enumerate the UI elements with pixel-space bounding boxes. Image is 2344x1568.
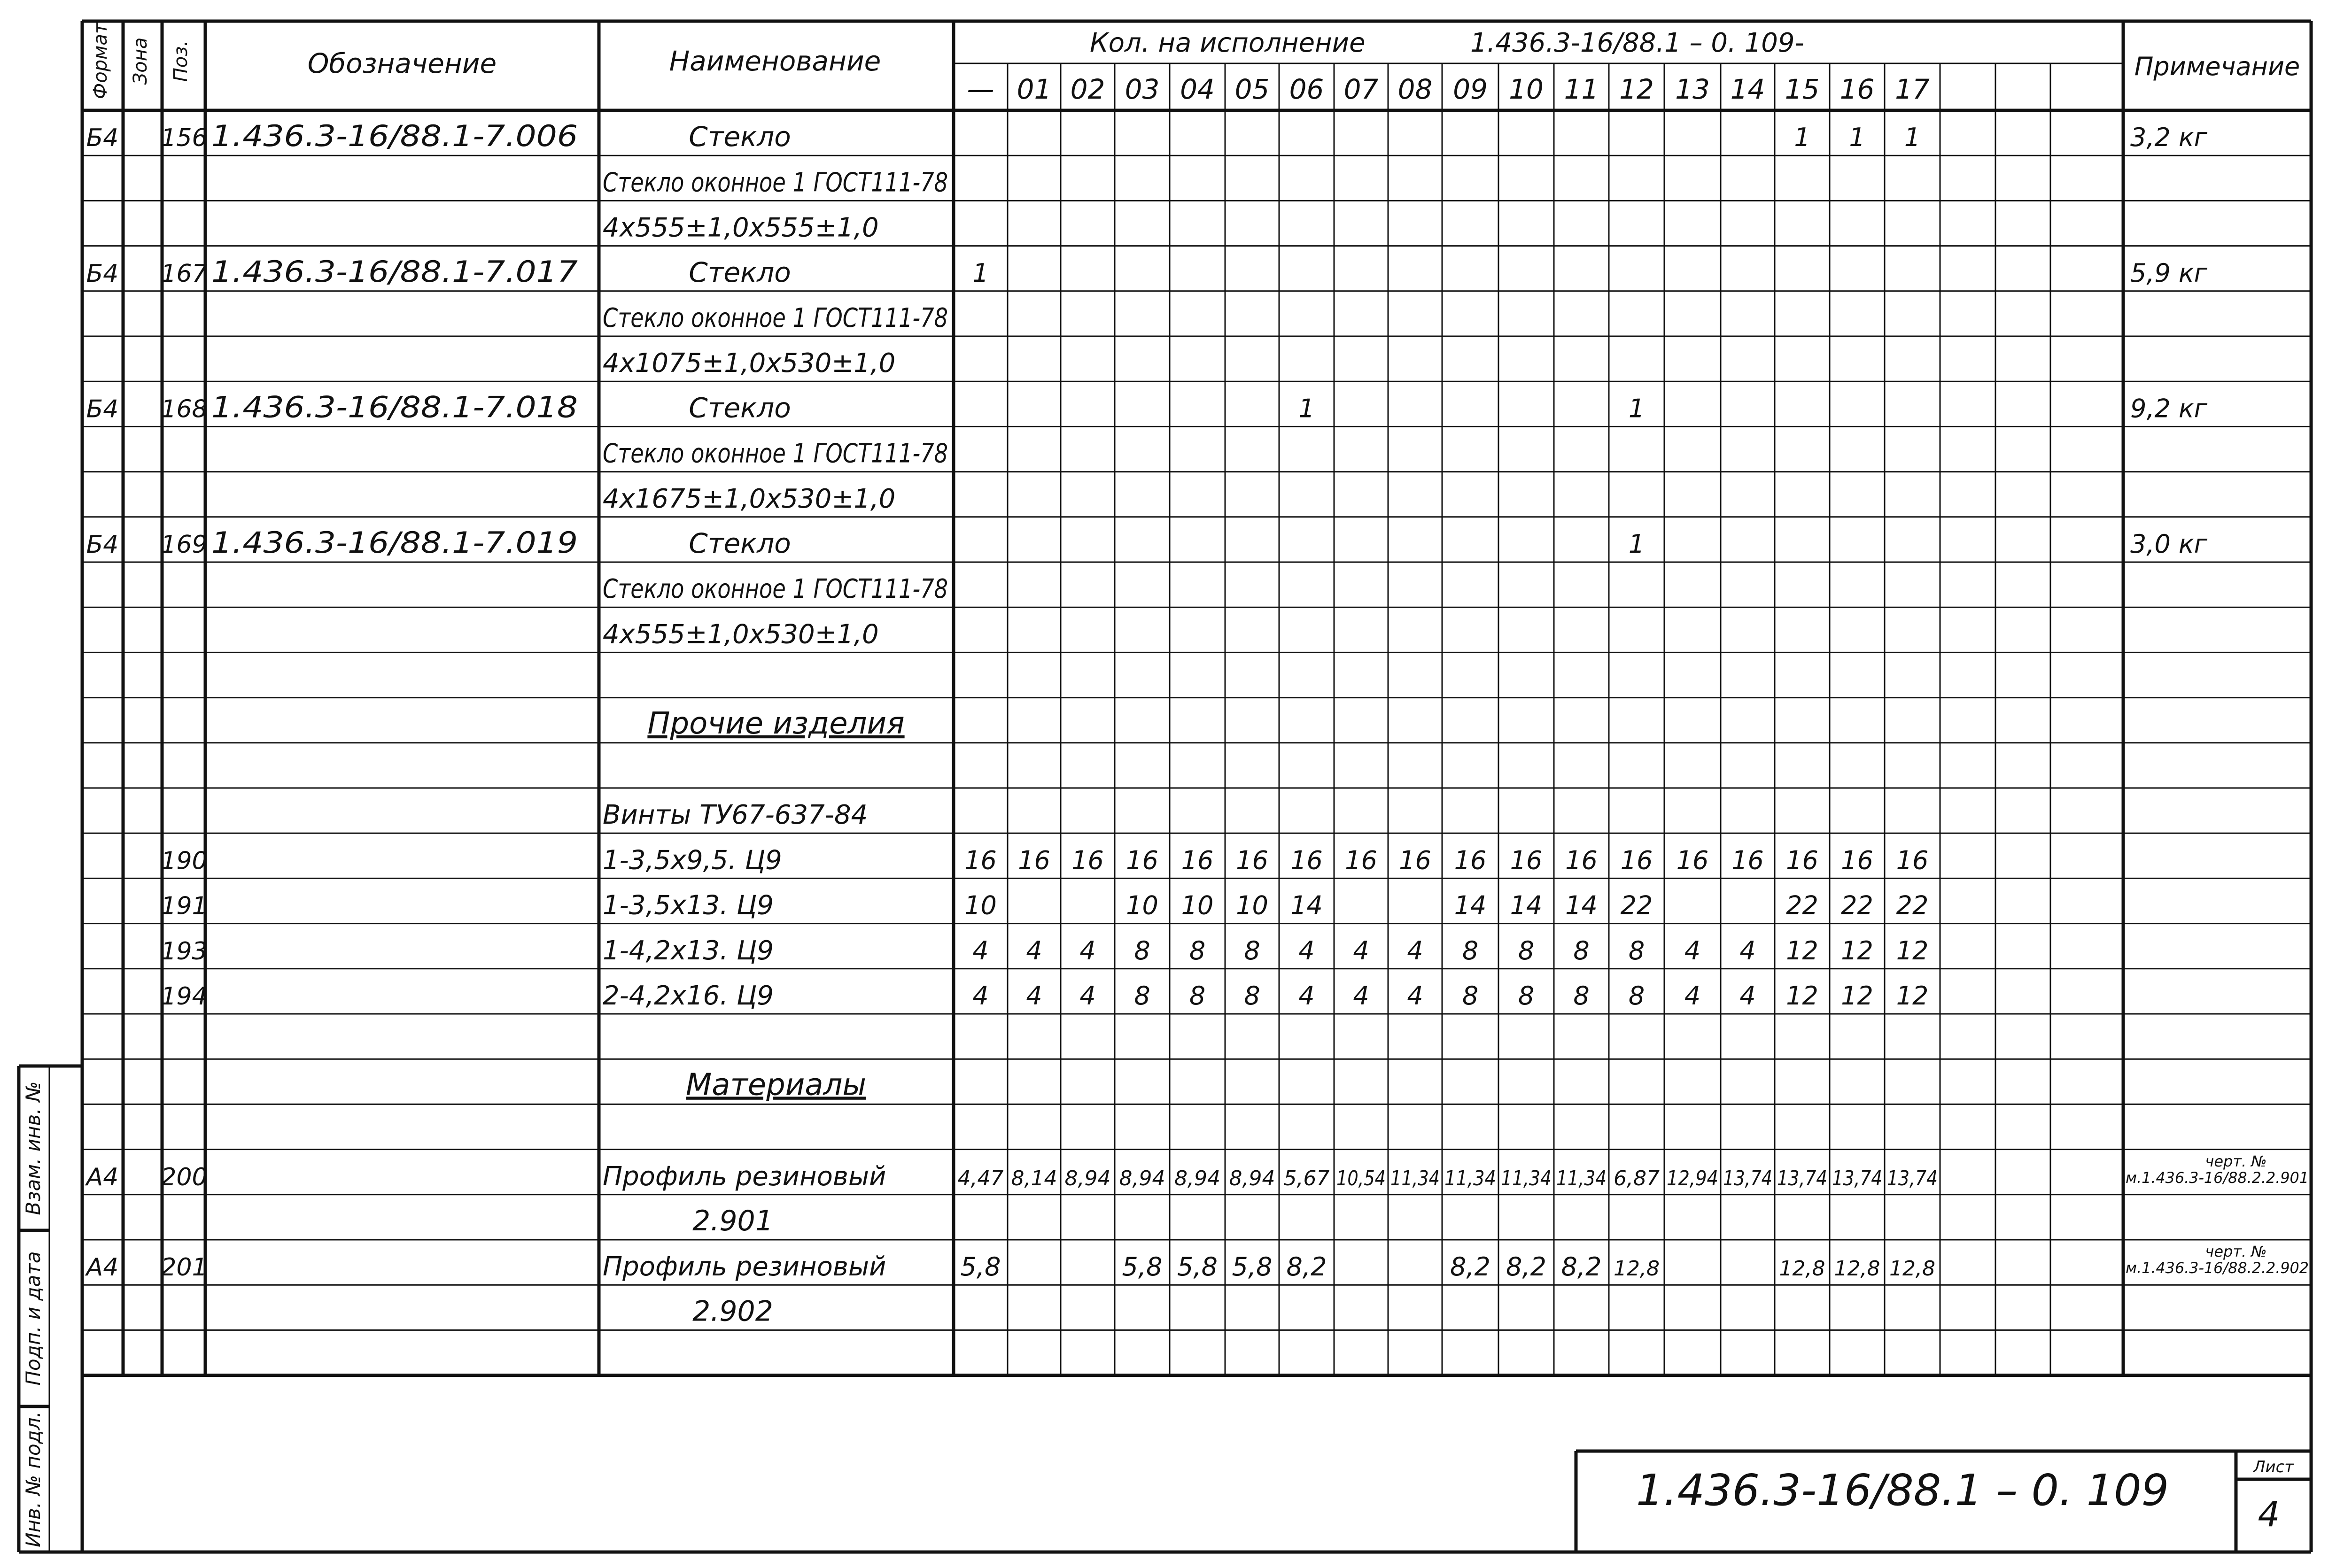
header-execution-3: 03	[1125, 73, 1160, 105]
header-execution-9: 09	[1453, 73, 1488, 105]
qty-value: 8	[1244, 935, 1260, 966]
qty-value: 12	[1841, 935, 1873, 966]
qty-value: 8,14	[1011, 1166, 1057, 1190]
row-position: 194	[161, 982, 208, 1011]
qty-value: 1	[1794, 123, 1810, 153]
qty-value: 8,2	[1450, 1252, 1490, 1282]
qty-value: 11,34	[1444, 1166, 1496, 1190]
header-execution-1: 01	[1017, 73, 1052, 105]
title-block-sheet-number: 4	[2258, 1494, 2280, 1535]
qty-value: 13,74	[1832, 1166, 1882, 1190]
row-position: 190	[161, 847, 208, 875]
qty-value: 4	[1026, 981, 1042, 1011]
qty-value: 12,8	[1889, 1257, 1935, 1281]
qty-value: 12	[1896, 935, 1929, 966]
row-position: 168	[161, 395, 208, 424]
qty-value: 10	[1181, 890, 1214, 920]
row-name: 4х555±1,0х530±1,0	[603, 619, 879, 650]
qty-value: 8	[1189, 935, 1206, 966]
header-execution-13: 13	[1675, 73, 1710, 105]
qty-value: 12	[1896, 981, 1929, 1011]
qty-value: 8	[1573, 981, 1590, 1011]
qty-value: 16	[964, 845, 997, 875]
header-execution-2: 02	[1070, 73, 1105, 105]
row-name: 4х555±1,0х555±1,0	[603, 212, 879, 243]
qty-value: 1	[972, 258, 989, 288]
qty-value: 8	[1189, 981, 1206, 1011]
row-note: 3,2 кг	[2130, 123, 2208, 153]
row-name: 2-4,2х16. Ц9	[603, 981, 774, 1011]
row-format: А4	[86, 1253, 119, 1282]
side-stamp-1: Подп. и дата	[22, 1251, 45, 1386]
qty-value: 16	[1236, 845, 1268, 875]
qty-value: 22	[1620, 890, 1653, 920]
row-name: 2.901	[692, 1205, 773, 1237]
qty-value: 8	[1518, 981, 1535, 1011]
header-execution-12: 12	[1619, 73, 1654, 105]
qty-value: 8	[1518, 935, 1535, 966]
qty-value: 13,74	[1723, 1166, 1772, 1190]
qty-value: 12,8	[1614, 1257, 1660, 1281]
qty-value: 12	[1841, 981, 1873, 1011]
row-name: 4х1075±1,0х530±1,0	[603, 348, 896, 379]
qty-value: 8	[1462, 981, 1479, 1011]
section-heading: Прочие изделия	[647, 706, 905, 741]
qty-value: 8,94	[1119, 1166, 1165, 1190]
qty-value: 8	[1628, 981, 1645, 1011]
row-name: Стекло оконное 1 ГОСТ111-78	[603, 574, 948, 605]
qty-value: 16	[1018, 845, 1050, 875]
qty-value: 16	[1841, 845, 1873, 875]
qty-value: 13,74	[1777, 1166, 1827, 1190]
qty-value: 4	[1298, 935, 1315, 966]
row-name: Винты ТУ67-637-84	[603, 800, 868, 831]
row-format: Б4	[86, 124, 119, 153]
qty-value: 16	[1676, 845, 1709, 875]
qty-value: 12	[1786, 935, 1818, 966]
qty-value: 1	[1628, 394, 1645, 424]
qty-value: 16	[1071, 845, 1104, 875]
qty-value: 8	[1573, 935, 1590, 966]
row-name: 2.902	[692, 1295, 773, 1328]
qty-value: 1	[1298, 394, 1315, 424]
qty-value: 8	[1134, 935, 1150, 966]
row-note: черт. №	[2205, 1152, 2267, 1170]
qty-value: 4	[972, 935, 989, 966]
qty-value: 10	[1236, 890, 1268, 920]
header-execution-5: 05	[1234, 73, 1270, 105]
side-stamp-0: Инв. № подл.	[22, 1411, 45, 1547]
row-name: Стекло оконное 1 ГОСТ111-78	[603, 167, 948, 198]
qty-value: 4,47	[957, 1166, 1004, 1190]
qty-value: 16	[1399, 845, 1431, 875]
qty-value: 10	[964, 890, 997, 920]
qty-value: 22	[1841, 890, 1873, 920]
qty-value: 11,34	[1390, 1166, 1440, 1190]
header-execution-4: 04	[1180, 73, 1215, 105]
header-format-label: Формат	[90, 23, 111, 100]
header-zone-label: Зона	[130, 37, 151, 85]
qty-value: 4	[1684, 981, 1701, 1011]
qty-value: 8,2	[1561, 1252, 1602, 1282]
row-name: 1-3,5х13. Ц9	[603, 890, 774, 921]
row-format: А4	[86, 1163, 119, 1191]
qty-value: 4	[1298, 981, 1315, 1011]
qty-value: 8	[1134, 981, 1150, 1011]
qty-value: 8	[1244, 981, 1260, 1011]
header-qty-title: Кол. на исполнение	[1090, 28, 1366, 58]
row-name: Профиль резиновый	[603, 1161, 886, 1192]
row-designation: 1.436.3-16/88.1-7.017	[211, 254, 578, 289]
qty-value: 12	[1786, 981, 1818, 1011]
qty-value: 11,34	[1501, 1166, 1552, 1190]
row-designation: 1.436.3-16/88.1-7.019	[211, 525, 578, 560]
qty-value: 8	[1462, 935, 1479, 966]
qty-value: 16	[1786, 845, 1818, 875]
row-designation: 1.436.3-16/88.1-7.006	[211, 119, 578, 154]
header-designation: Обозначение	[307, 47, 497, 79]
row-note: 3,0 кг	[2130, 529, 2208, 559]
qty-value: 4	[972, 981, 989, 1011]
qty-value: 10,54	[1336, 1166, 1386, 1190]
header-execution-15: 15	[1785, 73, 1820, 105]
qty-value: 14	[1290, 890, 1323, 920]
qty-value: 14	[1510, 890, 1543, 920]
row-note-ref: м.1.436.3-16/88.2.2.902	[2126, 1259, 2309, 1277]
header-name: Наименование	[669, 45, 881, 77]
qty-value: 8,94	[1174, 1166, 1220, 1190]
row-format: Б4	[86, 531, 119, 559]
qty-value: 16	[1181, 845, 1214, 875]
qty-value: 14	[1565, 890, 1598, 920]
qty-value: 14	[1454, 890, 1487, 920]
qty-value: 8,2	[1506, 1252, 1546, 1282]
header-execution-11: 11	[1564, 73, 1599, 105]
row-name: 1-4,2х13. Ц9	[603, 935, 774, 966]
row-name: Стекло оконное 1 ГОСТ111-78	[603, 438, 948, 469]
qty-value: 16	[1565, 845, 1598, 875]
row-note: 9,2 кг	[2130, 394, 2208, 424]
qty-value: 4	[1407, 935, 1423, 966]
qty-value: 4	[1079, 935, 1096, 966]
row-position: 200	[161, 1163, 208, 1191]
row-name: 1-3,5х9,5. Ц9	[603, 845, 782, 876]
row-note: 5,9 кг	[2130, 258, 2208, 288]
header-execution-14: 14	[1730, 73, 1765, 105]
qty-value: 5,8	[1232, 1252, 1273, 1282]
side-stamp-2: Взам. инв. №	[22, 1081, 45, 1215]
qty-value: 16	[1896, 845, 1929, 875]
qty-value: 16	[1454, 845, 1487, 875]
row-name: 4х1675±1,0х530±1,0	[603, 483, 896, 514]
qty-value: 13,74	[1887, 1166, 1938, 1190]
qty-value: 16	[1126, 845, 1158, 875]
qty-value: 4	[1026, 935, 1042, 966]
qty-value: 5,8	[1122, 1252, 1163, 1282]
qty-value: 11,34	[1556, 1166, 1607, 1190]
row-position: 156	[161, 124, 208, 153]
qty-value: 4	[1684, 935, 1701, 966]
row-note: черт. №	[2205, 1243, 2267, 1261]
row-position: 169	[161, 531, 208, 559]
row-name: Стекло	[689, 392, 791, 424]
row-format: Б4	[86, 395, 119, 424]
header-execution-7: 07	[1343, 73, 1379, 105]
qty-value: 1	[1628, 529, 1645, 559]
header-execution-0: —	[967, 73, 994, 105]
row-name: Стекло	[689, 256, 791, 288]
header-execution-17: 17	[1895, 73, 1930, 105]
row-format: Б4	[86, 259, 119, 288]
header-execution-8: 08	[1397, 73, 1433, 105]
header-qty-code: 1.436.3-16/88.1 – 0. 109-	[1470, 28, 1804, 58]
qty-value: 4	[1353, 981, 1369, 1011]
qty-value: 10	[1126, 890, 1158, 920]
qty-value: 8,94	[1229, 1166, 1275, 1190]
qty-value: 16	[1345, 845, 1377, 875]
qty-value: 4	[1739, 935, 1756, 966]
title-block-code: 1.436.3-16/88.1 – 0. 109	[1636, 1465, 2169, 1515]
qty-value: 4	[1079, 981, 1096, 1011]
qty-value: 8,2	[1286, 1252, 1327, 1282]
qty-value: 16	[1620, 845, 1653, 875]
qty-value: 4	[1739, 981, 1756, 1011]
qty-value: 16	[1731, 845, 1764, 875]
row-designation: 1.436.3-16/88.1-7.018	[211, 390, 578, 425]
header-execution-6: 06	[1289, 73, 1324, 105]
row-position: 191	[161, 892, 208, 920]
qty-value: 12,8	[1834, 1257, 1880, 1281]
qty-value: 6,87	[1614, 1166, 1660, 1190]
qty-value: 1	[1849, 123, 1865, 153]
row-position: 201	[161, 1253, 208, 1282]
qty-value: 8	[1628, 935, 1645, 966]
qty-value: 5,8	[1177, 1252, 1218, 1282]
row-position: 193	[161, 937, 208, 966]
row-position: 167	[161, 259, 208, 288]
qty-value: 12,8	[1779, 1257, 1825, 1281]
title-block-sheet-label: Лист	[2253, 1458, 2294, 1476]
qty-value: 5,8	[960, 1252, 1001, 1282]
qty-value: 5,67	[1283, 1166, 1330, 1190]
qty-value: 4	[1353, 935, 1369, 966]
qty-value: 22	[1786, 890, 1818, 920]
qty-value: 12,94	[1667, 1166, 1718, 1190]
qty-value: 16	[1290, 845, 1323, 875]
header-pos-label: Поз.	[170, 40, 192, 82]
header-execution-10: 10	[1509, 73, 1544, 105]
row-name: Профиль резиновый	[603, 1251, 886, 1282]
header-note: Примечание	[2134, 52, 2300, 81]
qty-value: 4	[1407, 981, 1423, 1011]
row-note-ref: м.1.436.3-16/88.2.2.901	[2126, 1168, 2309, 1187]
qty-value: 22	[1896, 890, 1929, 920]
header-execution-16: 16	[1839, 73, 1875, 105]
qty-value: 16	[1510, 845, 1543, 875]
section-heading: Материалы	[686, 1067, 866, 1103]
row-name: Стекло оконное 1 ГОСТ111-78	[603, 303, 948, 333]
qty-value: 1	[1904, 123, 1921, 153]
row-name: Стекло	[689, 527, 791, 559]
qty-value: 8,94	[1064, 1166, 1111, 1190]
row-name: Стекло	[689, 121, 791, 153]
